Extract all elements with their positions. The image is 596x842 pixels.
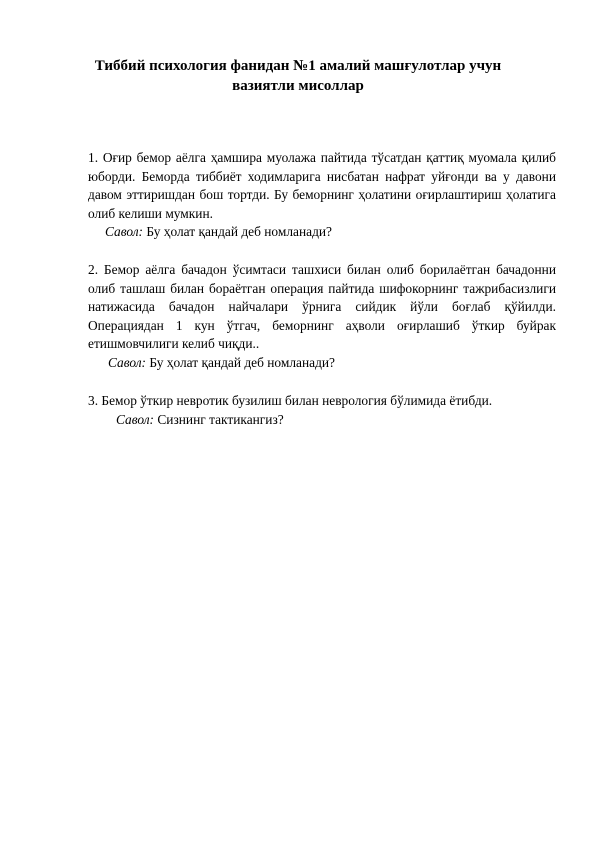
case-2 — [88, 261, 556, 372]
title-line-2: вазиятли мисоллар — [232, 78, 364, 94]
case-3-question-label: Савол: — [116, 411, 155, 427]
title-line-1: Тиббий психология фанидан №1 амалий машғулотлар учун — [94, 58, 502, 74]
case-3-text: 3. Бемор ўткир невротик бузилиш билан неврология бўлимида ётибди. — [88, 393, 493, 408]
case-3 — [88, 392, 556, 429]
case-2-question-text: Бу ҳолат қандай деб номланади? — [146, 354, 335, 370]
case-2-question — [88, 354, 556, 373]
case-2-question-label: Савол: — [108, 354, 147, 370]
case-1-text: 1. Оғир бемор аёлга ҳамшира муолажа пайтида тўсатдан қаттиқ муомала қилиб юборди. Беморда тиббиёт ходимларига нисбатан нафрат уйғонди ва у давони давом эттиришдан бош тортди. Бу беморнинг ҳолатини оғирлаштириш ҳолатига олиб келиши мумкин. — [88, 150, 556, 221]
document-title — [60, 56, 536, 96]
case-1-question-label: Савол: — [105, 224, 144, 239]
case-3-question — [88, 411, 556, 430]
case-1-question — [88, 223, 556, 242]
case-1-question-text: Бу ҳолат қандай деб номланади? — [143, 224, 332, 239]
case-1 — [88, 149, 556, 242]
case-3-question-text: Сизнинг тактикангиз? — [154, 411, 284, 427]
case-2-text: 2. Бемор аёлга бачадон ўсимтаси ташхиси билан олиб борилаётган бачадонни олиб ташлаш билан бораётган операция пайтида шифокорнинг тажрибасизлиги натижасида бачадон найчалари ўрнига сийдик йўли боғлаб қўйилди. Операциядан 1 кун ўтгач, беморнинг аҳволи оғирлашиб ўткир буйрак етишмовчилиги келиб чиқди.. — [88, 262, 556, 351]
